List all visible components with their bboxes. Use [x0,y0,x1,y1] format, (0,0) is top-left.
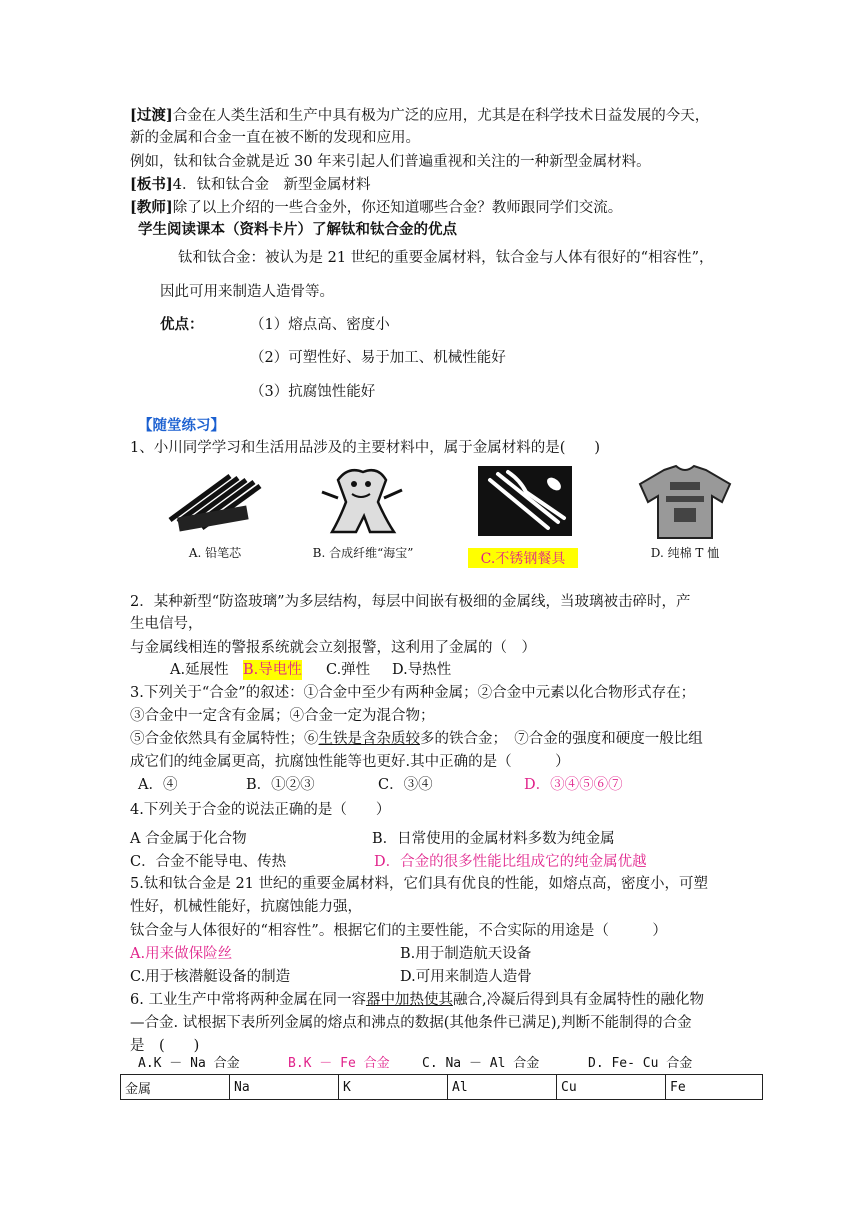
question-2-line-1: 2．某种新型“防盗玻璃”为多层结构，每层中间嵌有极细的金属线，当玻璃被击碎时，产 [130,594,691,610]
question-4-option-d: D．合金的很多性能比组成它的纯金属优越 [374,854,647,870]
option-a-picture [160,462,270,574]
card-line-1: 钛和钛合金：被认为是 21 世纪的重要金属材料，钛合金与人体有很好的“相容性”， [178,250,714,266]
cotton-tshirt-icon [630,462,740,542]
question-4: 4.下列关于合金的说法正确的是（ ） [130,802,391,818]
question-6-option-c: C. Na － Al 合金 [422,1056,540,1071]
question-2-line-2: 生电信号， [130,616,203,632]
question-5-line-3: 钛合金与人体很好的“相容性”。根据它们的主要性能，不合实际的用途是（ ） [130,923,667,939]
question-6-line-3: 是 ( ) [130,1038,200,1054]
card-line-2: 因此可用来制造人造骨等。 [160,284,334,300]
question-5-option-a: A.用来做保险丝 [130,946,233,962]
teacher-text: 除了以上介绍的一些合金外，你还知道哪些合金？教师跟同学们交流。 [172,200,623,216]
advantage-2: （2）可塑性好、易于加工、机械性能好 [250,350,506,366]
question-3-line-2: ③合金中一定含有金属；④合金一定为混合物； [130,708,435,724]
question-3-option-c: C．③④ [378,777,433,793]
board-tag: [板书] [130,176,173,193]
question-3-line-3-b: 多的铁合金； ⑦合金的强度和硬度一般比组 [420,731,703,747]
teacher-tag: [教师] [130,199,173,216]
table-header-cell: Fe [666,1075,763,1100]
table-header-cell: 金属 [121,1075,230,1100]
question-6-line-1-b: 融合,冷凝后得到具有金属特性的融化物 [452,992,705,1008]
option-c-caption: C.不锈钢餐具 [468,548,578,568]
question-3-line-1: 3.下列关于“合金”的叙述：①合金中至少有两种金属；②合金中元素以化合物形式存在； [130,685,696,701]
question-1: 1、小川同学学习和生活用品涉及的主要材料中，属于金属材料的是( ) [130,440,601,456]
student-reading-heading: 学生阅读课本（资料卡片）了解钛和钛合金的优点 [138,221,457,238]
question-2-option-a: A.延展性 [170,662,229,678]
question-5-option-d: D.可用来制造人造骨 [400,969,532,985]
question-6-line-1-a: 6. 工业生产中常将两种金属在同一容 [130,992,366,1008]
transition-paragraph [130,106,709,126]
option-b-caption: B. 合成纤维“海宝” [312,546,414,560]
question-4-option-c: C．合金不能导电、传热 [130,854,287,870]
question-3-line-3-a: ⑤合金依然具有金属特性；⑥ [130,731,319,747]
pencil-lead-icon [160,462,270,542]
question-3-line-4: 成它们的纯金属更高，抗腐蚀性能等也更好.其中正确的是（ ） [130,754,570,770]
advantages-label: 优点： [160,316,204,333]
question-6-option-d: D. Fe- Cu 合金 [588,1056,693,1071]
question-6-line-1 [130,990,704,1010]
question-4-option-b: B．日常使用的金属材料多数为纯金属 [372,831,615,847]
metal-table [120,1074,763,1100]
option-b-picture [308,462,418,574]
table-header-cell: Cu [557,1075,666,1100]
option-a-caption: A. 铅笔芯 [188,546,242,560]
question-5-line-1: 5.钛和钛合金是 21 世纪的重要金属材料，它们具有优良的性能，如熔点高，密度小，可塑 [130,876,708,892]
teacher-paragraph [130,198,622,218]
board-paragraph [130,175,370,195]
practice-title: 【随堂练习】 [138,417,225,434]
table-row [121,1075,763,1100]
transition-paragraph-2: 新的金属和合金一直在被不断的发现和应用。 [130,130,420,146]
question-4-option-a: A 合金属于化合物 [130,831,247,847]
question-3-option-b: B．①②③ [246,777,315,793]
question-2-option-d: D.导热性 [392,662,452,678]
question-6-option-a: A.K － Na 合金 [138,1056,240,1071]
table-header-cell: Al [448,1075,557,1100]
advantage-1: （1）熔点高、密度小 [250,317,390,333]
option-d-caption: D. 纯棉 T 恤 [650,546,720,560]
question-3-line-3-underlined: 生铁是含杂质较 [318,731,420,747]
question-2-line-3: 与金属线相连的警报系统就会立刻报警，这利用了金属的（ ） [130,640,536,656]
synthetic-fiber-haibao-icon [308,462,418,542]
option-d-picture [630,462,740,574]
question-6-line-1-underlined: 器中加热使其 [365,992,453,1008]
question-5-line-2: 性好，机械性能好，抗腐蚀能力强， [130,899,362,915]
board-text: 4．钛和钛合金 新型金属材料 [172,177,371,193]
question-5-option-c: C.用于核潜艇设备的制造 [130,969,291,985]
steel-tableware-icon [468,462,578,542]
question-3-option-a: A．④ [138,777,178,793]
question-6-line-2: —合金. 试根据下表所列金属的熔点和沸点的数据(其他条件已满足),判断不能制得的合金 [130,1015,692,1031]
question-2-option-b: B.导电性 [243,662,302,678]
advantage-3: （3）抗腐蚀性能好 [250,384,376,400]
transition-tag: [过渡] [130,107,173,124]
question-5-option-b: B.用于制造航天设备 [400,946,532,962]
example-paragraph: 例如，钛和钛合金就是近 30 年来引起人们普遍重视和关注的一种新型金属材料。 [130,154,651,170]
question-2-option-c: C.弹性 [326,662,371,678]
question-3-line-3 [130,729,703,749]
transition-text: 合金在人类生活和生产中具有极为广泛的应用，尤其是在科学技术日益发展的今天， [172,108,710,124]
table-header-cell: K [339,1075,448,1100]
table-header-cell: Na [230,1075,339,1100]
question-1-pictures [160,462,740,574]
question-6-option-b: B.K － Fe 合金 [288,1056,390,1071]
question-3-option-d: D．③④⑤⑥⑦ [524,777,623,793]
option-c-picture [468,462,578,574]
